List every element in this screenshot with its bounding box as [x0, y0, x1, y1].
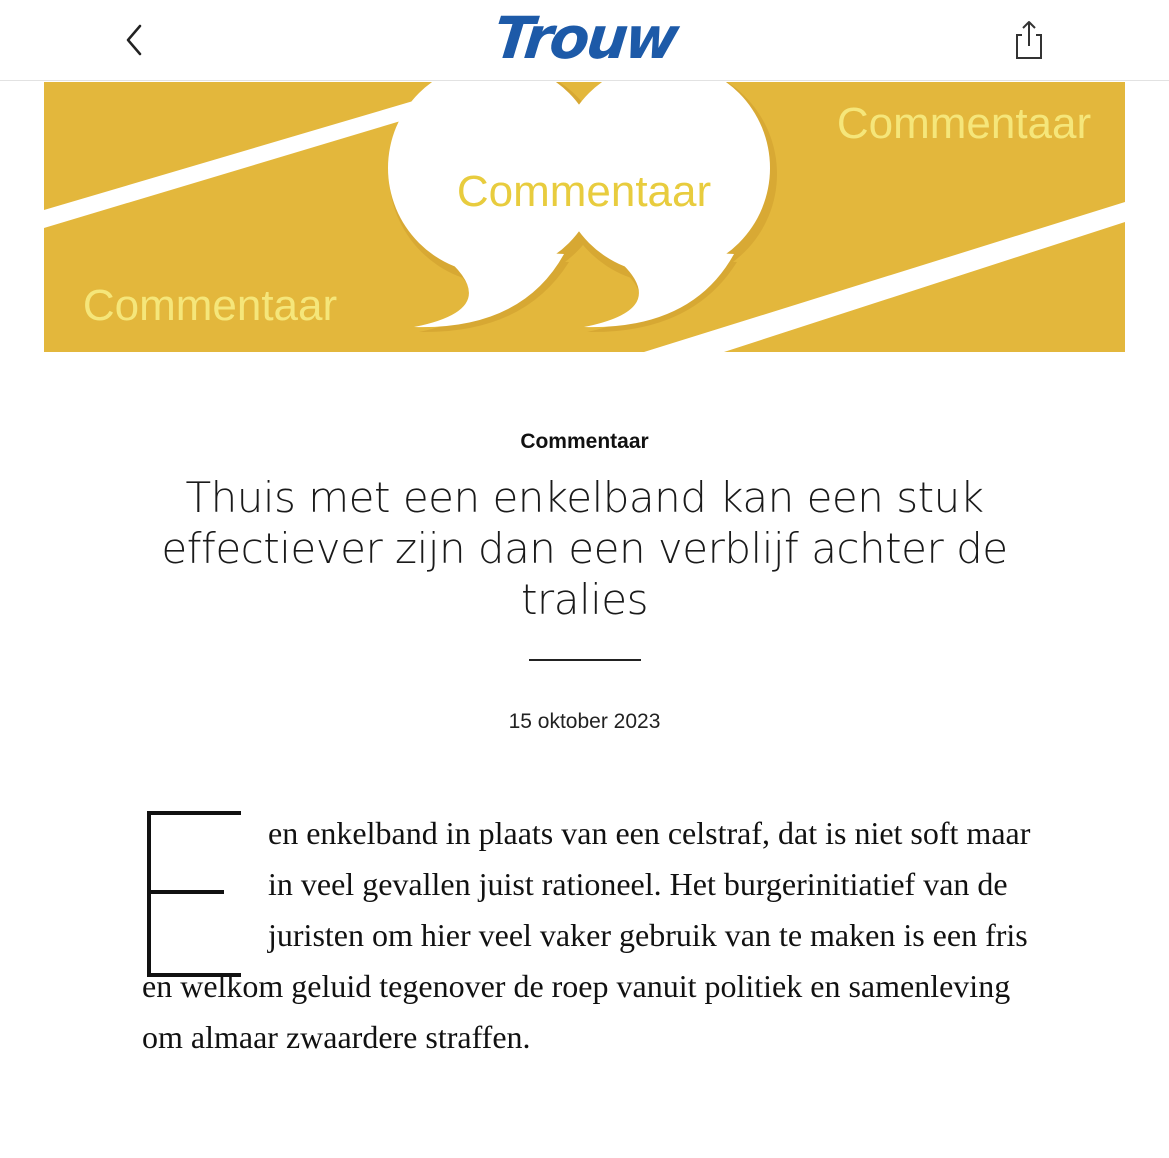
banner-label-top-right: Commentaar — [836, 99, 1092, 148]
chevron-left-icon — [118, 18, 154, 62]
share-icon — [1010, 18, 1048, 62]
article-body-text: en enkelband in plaats van een celstraf, dat is niet soft maar in veel gevallen juist rationeel. Het burgerinitiatief van de juristen om hier veel vaker gebruik van te maken is een fris en welkom geluid tegenover de roep vanuit politiek en samenleving om almaar zwaardere straffen. — [142, 815, 1031, 1055]
article-kicker: Commentaar — [520, 430, 649, 453]
commentaar-banner — [44, 82, 1125, 352]
commentaar-banner-illustration — [44, 82, 1125, 352]
top-navigation-bar — [0, 0, 1169, 81]
banner-label-bottom-left: Commentaar — [82, 281, 338, 330]
article-date: 15 oktober 2023 — [508, 710, 661, 733]
headline-divider — [529, 659, 641, 661]
banner-label-center: Commentaar — [456, 167, 712, 216]
article-headline: Thuis met een enkelband kan een stuk effectiever zijn dan een verblijf achter de tralies — [161, 473, 1008, 624]
drop-cap-letter: E — [190, 912, 198, 923]
trouw-logo: Trouw — [490, 4, 680, 72]
article-body-paragraph — [142, 808, 1032, 1063]
share-button[interactable] — [1010, 18, 1048, 62]
back-button[interactable] — [118, 18, 154, 62]
drop-cap-space — [142, 808, 268, 961]
